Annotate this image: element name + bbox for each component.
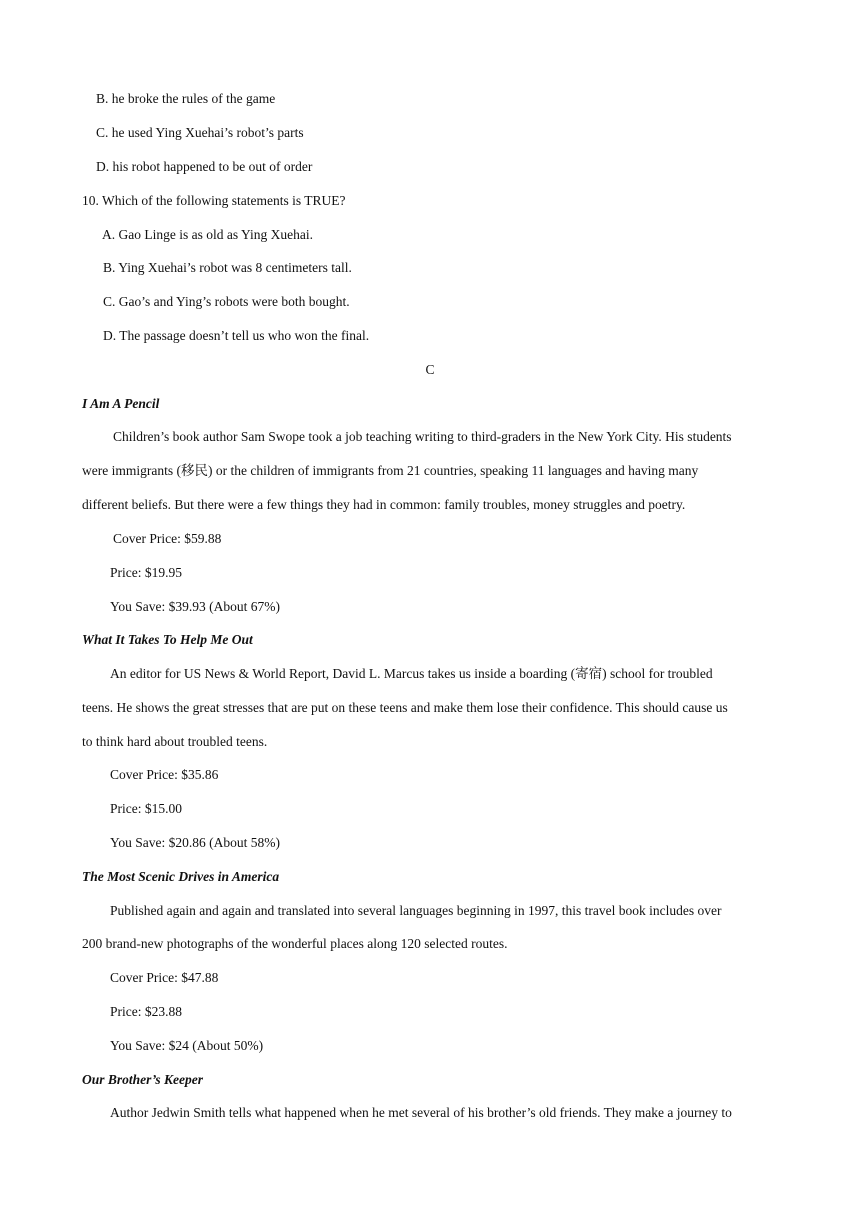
- book-description-line: Author Jedwin Smith tells what happened when he met several of his brother’s old friends. They make a journey to: [110, 1105, 732, 1120]
- book-title: What It Takes To Help Me Out: [82, 632, 253, 647]
- book-cover-price: Cover Price: $47.88: [110, 970, 219, 985]
- book-cover-price: Cover Price: $35.86: [110, 767, 219, 782]
- section-label: C: [425, 362, 435, 377]
- book-description-line: Children’s book author Sam Swope took a job teaching writing to third-graders in the New York City. His students: [113, 429, 732, 444]
- book-description-line: Published again and again and translated into several languages beginning in 1997, this travel book includes over: [110, 903, 722, 918]
- book-title: I Am A Pencil: [82, 396, 160, 411]
- book-description-line: An editor for US News & World Report, David L. Marcus takes us inside a boarding (寄宿) school for troubled: [110, 666, 713, 681]
- book-description-line: to think hard about troubled teens.: [82, 734, 268, 749]
- book-you-save: You Save: $24 (About 50%): [110, 1038, 264, 1053]
- q10-option-c: C. Gao’s and Ying’s robots were both bought.: [103, 294, 350, 309]
- book-title: The Most Scenic Drives in America: [82, 869, 280, 884]
- book-you-save: You Save: $20.86 (About 58%): [110, 835, 281, 850]
- q10-stem: 10. Which of the following statements is TRUE?: [82, 193, 346, 208]
- book-price: Price: $23.88: [110, 1004, 182, 1019]
- book-you-save: You Save: $39.93 (About 67%): [110, 599, 281, 614]
- q9-option-d: D. his robot happened to be out of order: [96, 159, 313, 174]
- book-price: Price: $19.95: [110, 565, 182, 580]
- q10-option-a: A. Gao Linge is as old as Ying Xuehai.: [102, 227, 313, 242]
- book-description-line: teens. He shows the great stresses that are put on these teens and make them lose their confidence. This should cause us: [82, 700, 728, 715]
- book-title: Our Brother’s Keeper: [82, 1072, 204, 1087]
- q10-option-d: D. The passage doesn’t tell us who won the final.: [103, 328, 370, 343]
- q10-option-b: B. Ying Xuehai’s robot was 8 centimeters tall.: [103, 260, 352, 275]
- book-description-line: different beliefs. But there were a few things they had in common: family troubles, money struggles and poetry.: [82, 497, 686, 512]
- book-price: Price: $15.00: [110, 801, 182, 816]
- book-description-line: 200 brand-new photographs of the wonderful places along 120 selected routes.: [82, 936, 508, 951]
- book-cover-price: Cover Price: $59.88: [113, 531, 222, 546]
- q9-option-c: C. he used Ying Xuehai’s robot’s parts: [96, 125, 304, 140]
- book-description-line: were immigrants (移民) or the children of immigrants from 21 countries, speaking 11 languages and having many: [82, 463, 699, 478]
- q9-option-b: B. he broke the rules of the game: [96, 91, 276, 106]
